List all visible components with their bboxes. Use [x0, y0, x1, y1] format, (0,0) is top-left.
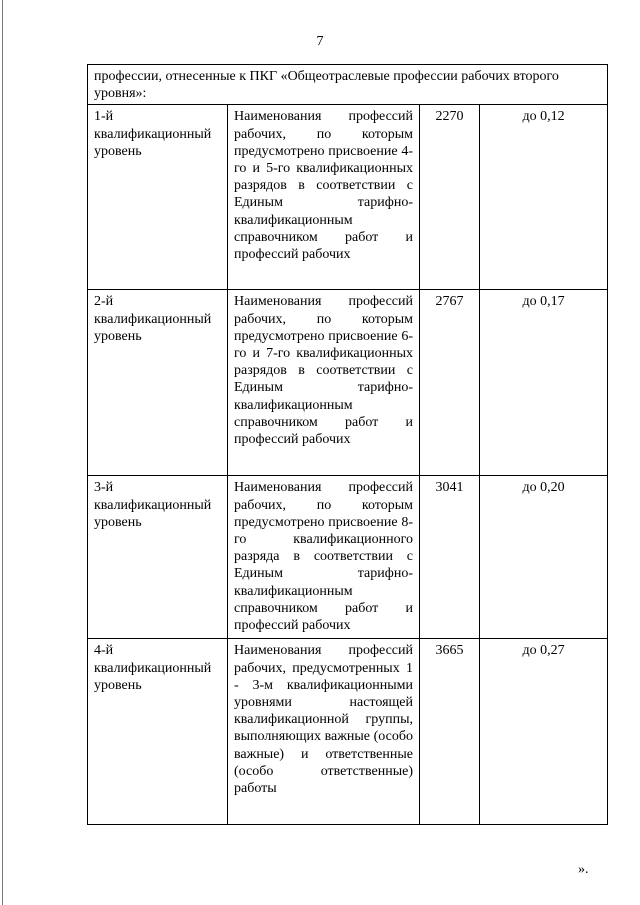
coefficient-cell: до 0,27 — [480, 639, 608, 825]
qualification-level-cell: 1-й квалификационный уровень — [88, 105, 228, 290]
page-number: 7 — [316, 34, 324, 49]
professional-group-heading: профессии, отнесенные к ПКГ «Общеотраслевые профессии рабочих второго уровня»: — [88, 65, 608, 105]
table-row — [88, 290, 608, 476]
qualification-level-cell: 4-й квалификационный уровень — [88, 639, 228, 825]
profession-description-cell: Наименования профессий рабочих, предусмотренных 1 - 3-м квалификационными уровнями настоящей квалификационной группы, выполняющих важные (особо важные) и ответственные (особо ответственные) работы — [228, 639, 420, 825]
salary-value-cell: 2270 — [420, 105, 480, 290]
profession-description-cell: Наименования профессий рабочих, по которым предусмотрено присвоение 6-го и 7-го квалификационных разрядов в соответствии с Единым тарифно-квалификационным справочником работ и профессий рабочих — [228, 290, 420, 476]
table-row — [88, 639, 608, 825]
table-row — [88, 105, 608, 290]
salary-value-cell: 2767 — [420, 290, 480, 476]
profession-description-cell: Наименования профессий рабочих, по которым предусмотрено присвоение 8-го квалификационного разряда в соответствии с Единым тарифно-квалификационным справочником работ и профессий рабочих — [228, 476, 420, 639]
qualification-levels-table — [87, 64, 608, 825]
table-row — [88, 476, 608, 639]
coefficient-cell: до 0,12 — [480, 105, 608, 290]
page-edge-line — [2, 0, 3, 905]
salary-value-cell: 3665 — [420, 639, 480, 825]
coefficient-cell: до 0,20 — [480, 476, 608, 639]
salary-value-cell: 3041 — [420, 476, 480, 639]
closing-quote-mark: ». — [578, 862, 589, 877]
qualification-level-cell: 2-й квалификационный уровень — [88, 290, 228, 476]
qualification-level-cell: 3-й квалификационный уровень — [88, 476, 228, 639]
table-header-row — [88, 65, 608, 105]
profession-description-cell: Наименования профессий рабочих, по которым предусмотрено присвоение 4-го и 5-го квалификационных разрядов в соответствии с Единым тарифно-квалификационным справочником работ и профессий рабочих — [228, 105, 420, 290]
coefficient-cell: до 0,17 — [480, 290, 608, 476]
